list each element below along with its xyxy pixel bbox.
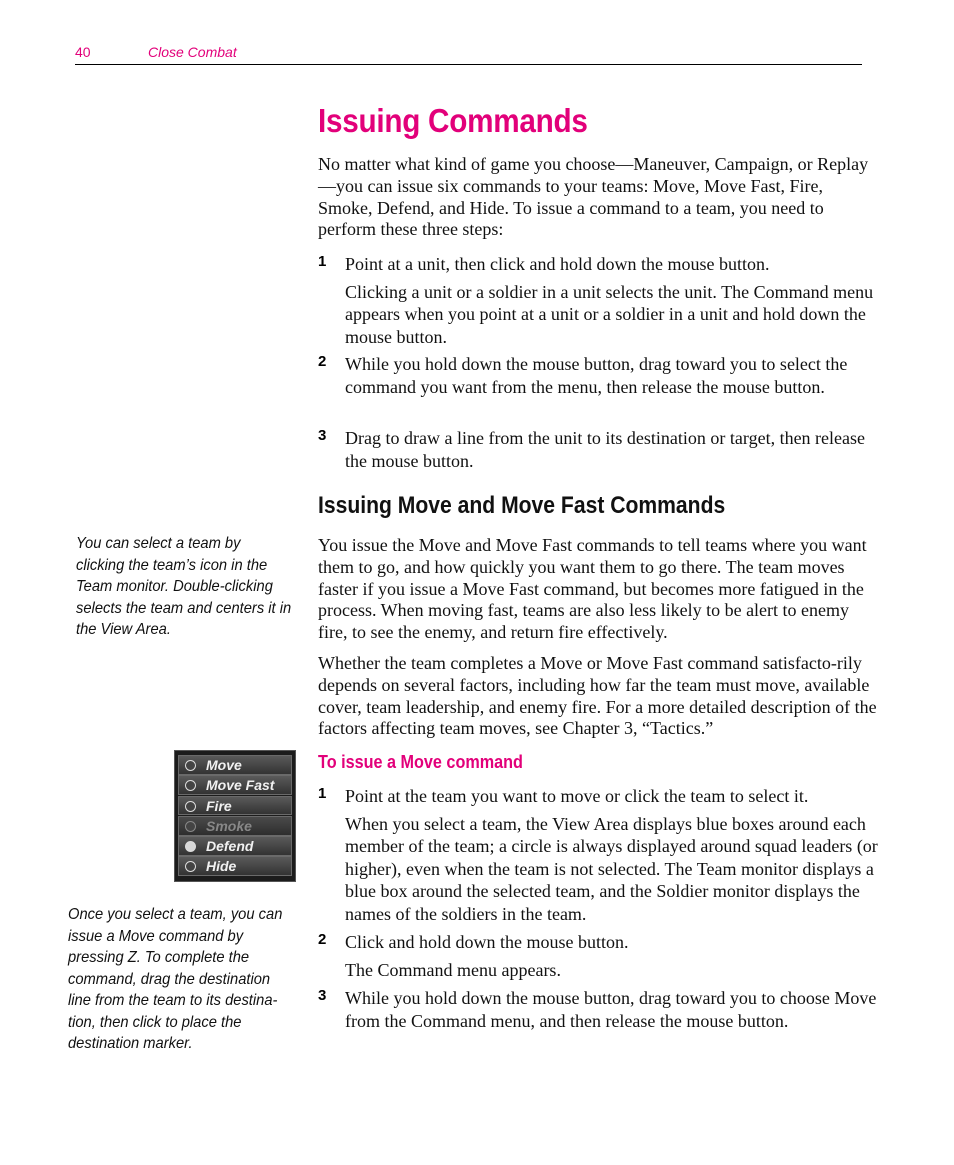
step-number: 2 bbox=[318, 353, 327, 370]
step-detail: The Command menu appears. bbox=[345, 959, 561, 980]
move-paragraph-2 bbox=[318, 653, 878, 740]
step-number: 2 bbox=[318, 931, 327, 948]
menu-item-label: Smoke bbox=[206, 817, 252, 834]
step-text: Point at a unit, then click and hold down the mouse button. bbox=[345, 254, 770, 274]
step-1 bbox=[318, 253, 878, 348]
procedure-heading: To issue a Move command bbox=[318, 752, 523, 772]
menu-item-label: Hide bbox=[206, 858, 237, 875]
step-text: Point at the team you want to move or click the team to select it. bbox=[345, 786, 809, 806]
step-number: 1 bbox=[318, 253, 327, 270]
step-number: 1 bbox=[318, 785, 327, 802]
step-3 bbox=[318, 427, 878, 472]
radio-icon bbox=[185, 821, 196, 832]
book-title: Close Combat bbox=[148, 44, 237, 60]
step-text: While you hold down the mouse button, drag toward you to select the command you want from the menu, then release the mouse button. bbox=[345, 354, 848, 397]
margin-note-move-shortcut: Once you select a team, you can issue a Move command by pressing Z. To complete the command, drag the destination line from the team to its destina-tion, then click to place the destination marker. bbox=[68, 906, 283, 1052]
page-number: 40 bbox=[75, 44, 91, 60]
step-2 bbox=[318, 353, 878, 398]
radio-selected-icon bbox=[185, 841, 196, 852]
running-header bbox=[75, 44, 862, 65]
section-heading: Issuing Move and Move Fast Commands bbox=[318, 492, 726, 519]
radio-icon bbox=[185, 801, 196, 812]
move-step-2 bbox=[318, 931, 878, 981]
step-number: 3 bbox=[318, 987, 327, 1004]
menu-item-label: Move bbox=[206, 757, 242, 773]
menu-item-fire bbox=[178, 796, 292, 816]
menu-item-smoke bbox=[178, 816, 292, 836]
intro-paragraph bbox=[318, 154, 878, 241]
menu-item-move bbox=[178, 755, 292, 775]
move-step-3 bbox=[318, 987, 878, 1032]
menu-item-move-fast bbox=[178, 775, 292, 795]
move-step-1 bbox=[318, 785, 878, 925]
radio-icon bbox=[185, 861, 196, 872]
menu-item-defend bbox=[178, 836, 292, 856]
intro-text: No matter what kind of game you choose—Maneuver, Campaign, or Replay—you can issue six commands to your teams: Move, Move Fast, Fire, Smoke, Defend, and Hide. To issue a command to a team, you need to perform these three steps: bbox=[318, 154, 869, 240]
radio-icon bbox=[185, 780, 196, 791]
menu-item-label: Move Fast bbox=[206, 777, 275, 794]
step-detail: Clicking a unit or a soldier in a unit selects the unit. The Command menu appears when you point at a unit or a soldier in a unit and hold down the mouse button. bbox=[345, 281, 874, 347]
move-paragraph-1 bbox=[318, 535, 878, 644]
step-text: Click and hold down the mouse button. bbox=[345, 932, 629, 952]
step-text: While you hold down the mouse button, drag toward you to choose Move from the Command menu, and then release the mouse button. bbox=[345, 988, 877, 1031]
paragraph-text: You issue the Move and Move Fast commands to tell teams where you want them to go, and how quickly you want them to go there. The team moves faster if you issue a Move Fast command, but becomes more fatigued in the process. When moving fast, teams are also less likely to be alert to enemy fire, to see the enemy, and return fire effectively. bbox=[318, 535, 867, 643]
step-text: Drag to draw a line from the unit to its destination or target, then release the mouse button. bbox=[345, 428, 866, 471]
menu-item-label: Fire bbox=[206, 797, 232, 814]
margin-note-team-select: You can select a team by clicking the team’s icon in the Team monitor. Double-clicking selects the team and centers it in the View Area. bbox=[76, 535, 292, 638]
menu-item-hide bbox=[178, 856, 292, 876]
menu-item-label: Defend bbox=[206, 838, 254, 855]
paragraph-text: Whether the team completes a Move or Move Fast command satisfacto-rily depends on several factors, including how far the team must move, available cover, team leadership, and enemy fire. For a more detailed description of the factors affecting team moves, see Chapter 3, “Tactics.” bbox=[318, 653, 877, 739]
step-number: 3 bbox=[318, 427, 327, 444]
radio-icon bbox=[185, 760, 196, 771]
command-menu-image bbox=[174, 750, 296, 882]
page-title: Issuing Commands bbox=[318, 102, 588, 139]
step-detail: When you select a team, the View Area displays blue boxes around each member of the team; a circle is always displayed around squad leaders (or higher), even when the team is not selected. The Team monitor displays a blue box around the selected team, and the Soldier monitor displays the names of the soldiers in the team. bbox=[345, 813, 878, 924]
